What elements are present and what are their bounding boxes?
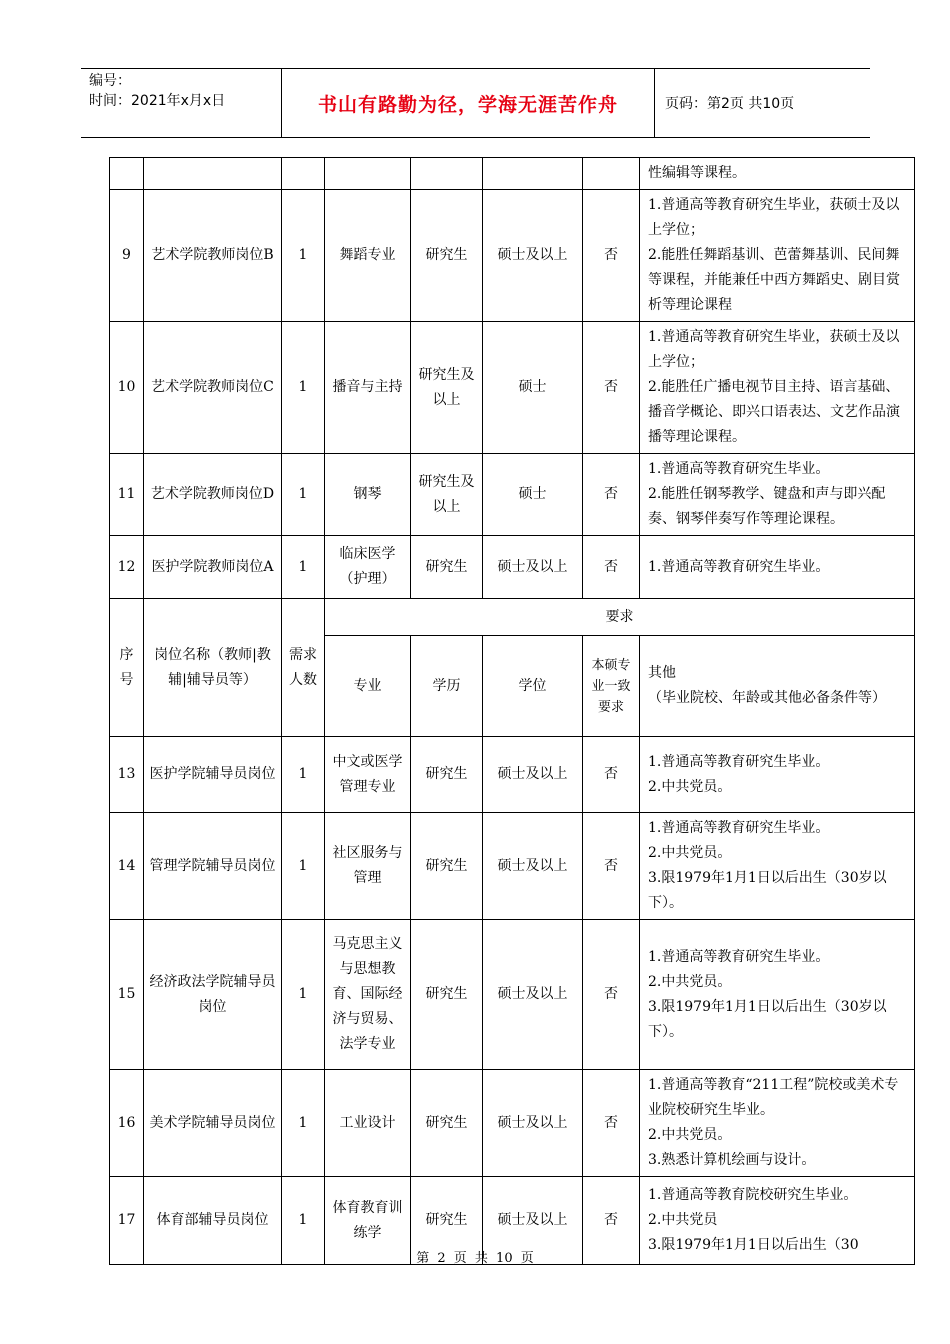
cell-other xyxy=(640,454,915,536)
header-other xyxy=(640,636,915,737)
cell-consistent: 否 xyxy=(583,920,640,1070)
cell-count: 1 xyxy=(282,190,325,322)
cell-major: 体育教育训练学 xyxy=(325,1177,411,1265)
cell-post: 体育部辅导员岗位 xyxy=(144,1177,282,1265)
cell-consistent: 否 xyxy=(583,1177,640,1265)
cell-major: 社区服务与管理 xyxy=(325,813,411,920)
cell-post: 艺术学院教师岗位B xyxy=(144,190,282,322)
cell-education: 研究生 xyxy=(411,536,483,599)
cell-major: 舞蹈专业 xyxy=(325,190,411,322)
cell-other xyxy=(640,536,915,599)
other-line: 3.限1979年1月1日以后出生（30 xyxy=(648,1237,859,1253)
other-line: 2.中共党员。 xyxy=(648,973,732,990)
cell-no: 14 xyxy=(110,813,144,920)
cell-consistent: 否 xyxy=(583,813,640,920)
cell-no: 13 xyxy=(110,737,144,813)
cell-no: 17 xyxy=(110,1177,144,1265)
header-no: 序号 xyxy=(110,599,144,737)
other-line: 2.中共党员。 xyxy=(648,778,732,795)
cell-degree: 硕士及以上 xyxy=(483,536,583,599)
table-row xyxy=(110,536,915,599)
table-row xyxy=(110,920,915,1070)
other-line: 1.普通高等教育研究生毕业。 xyxy=(648,948,830,965)
cell-consistent: 否 xyxy=(583,737,640,813)
other-line: 2.中共党员。 xyxy=(648,1127,732,1143)
header-page-number: 页码：第2页 共10页 xyxy=(665,96,795,112)
header-other-note: （毕业院校、年龄或其他必备条件等） xyxy=(648,690,886,706)
other-line: 2.中共党员。 xyxy=(648,845,732,861)
header-consistent: 本硕专业一致要求 xyxy=(583,636,640,737)
cell-other xyxy=(640,322,915,454)
table-row xyxy=(110,322,915,454)
cell-degree: 硕士及以上 xyxy=(483,190,583,322)
cell-education: 研究生 xyxy=(411,920,483,1070)
cell-education: 研究生 xyxy=(411,190,483,322)
header-other-title: 其他 xyxy=(648,665,676,681)
table-row xyxy=(110,1070,915,1177)
table-row xyxy=(110,737,915,813)
cell-degree: 硕士及以上 xyxy=(483,737,583,813)
header-motto: 书山有路勤为径，学海无涯苦作舟 xyxy=(282,69,655,137)
cell-no: 11 xyxy=(110,454,144,536)
cell-degree: 硕士及以上 xyxy=(483,920,583,1070)
cell-post: 美术学院辅导员岗位 xyxy=(144,1070,282,1177)
cell-other xyxy=(640,190,915,322)
other-line: 1.普通高等教育研究生毕业。 xyxy=(648,558,830,575)
cell-count: 1 xyxy=(282,454,325,536)
other-line: 1.普通高等教育研究生毕业，获硕士及以上学位； xyxy=(648,329,900,370)
cell-degree: 硕士及以上 xyxy=(483,1177,583,1265)
cell-count: 1 xyxy=(282,1177,325,1265)
other-line: 1.普通高等教育院校研究生毕业。 xyxy=(648,1187,858,1203)
table-row-continued xyxy=(110,158,915,190)
cell-count: 1 xyxy=(282,1070,325,1177)
cell-no: 15 xyxy=(110,920,144,1070)
cell-post: 经济政法学院辅导员岗位 xyxy=(144,920,282,1070)
table-header-row xyxy=(110,599,915,636)
time-label: 时间：2021年x月x日 xyxy=(89,93,226,109)
other-line: 1.普通高等教育研究生毕业。 xyxy=(648,753,830,770)
cell-consistent: 否 xyxy=(583,454,640,536)
code-label: 编号： xyxy=(89,73,131,89)
other-line: 3.限1979年1月1日以后出生（30岁以下）。 xyxy=(648,998,887,1040)
cell-degree: 硕士 xyxy=(483,322,583,454)
cell-consistent: 否 xyxy=(583,1070,640,1177)
cell-no: 12 xyxy=(110,536,144,599)
other-line: 1.普通高等教育“211工程”院校或美术专业院校研究生毕业。 xyxy=(648,1077,899,1118)
other-line: 2.能胜任广播电视节目主持、语言基础、播音学概论、即兴口语表达、文艺作品演播等理论课程。 xyxy=(648,379,900,445)
cell-major: 马克思主义与思想教育、国际经济与贸易、法学专业 xyxy=(325,920,411,1070)
cell-other xyxy=(640,813,915,920)
cell-no: 10 xyxy=(110,322,144,454)
cell-degree: 硕士及以上 xyxy=(483,813,583,920)
cell-count: 1 xyxy=(282,322,325,454)
header-degree: 学位 xyxy=(483,636,583,737)
cell-major: 临床医学（护理） xyxy=(325,536,411,599)
other-line: 2.能胜任舞蹈基训、芭蕾舞基训、民间舞等课程，并能兼任中西方舞蹈史、剧目赏析等理论课程 xyxy=(648,247,900,313)
cell-post: 医护学院辅导员岗位 xyxy=(144,737,282,813)
cell-other xyxy=(640,737,915,813)
other-line: 3.限1979年1月1日以后出生（30岁以下）。 xyxy=(648,870,887,911)
cell-degree: 硕士及以上 xyxy=(483,1070,583,1177)
cell-no: 9 xyxy=(110,190,144,322)
cell-education: 研究生 xyxy=(411,1070,483,1177)
cell-other xyxy=(640,920,915,1070)
other-line: 2.中共党员 xyxy=(648,1212,718,1228)
cell-major: 中文或医学管理专业 xyxy=(325,737,411,813)
table-row xyxy=(110,813,915,920)
cell-education: 研究生 xyxy=(411,1177,483,1265)
table-row xyxy=(110,190,915,322)
cell-post: 医护学院教师岗位A xyxy=(144,536,282,599)
cell-education: 研究生及以上 xyxy=(411,454,483,536)
other-line: 1.普通高等教育研究生毕业，获硕士及以上学位； xyxy=(648,197,900,238)
header-requirements: 要求 xyxy=(325,599,915,636)
cell-education: 研究生 xyxy=(411,737,483,813)
recruitment-table xyxy=(109,157,915,1265)
cell-education: 研究生及以上 xyxy=(411,322,483,454)
cell-count: 1 xyxy=(282,737,325,813)
cell-other: 性编辑等课程。 xyxy=(640,158,915,190)
other-line: 2.能胜任钢琴教学、键盘和声与即兴配奏、钢琴伴奏写作等理论课程。 xyxy=(648,486,886,527)
header-count: 需求人数 xyxy=(282,599,325,737)
page-header xyxy=(81,68,870,138)
cell-major: 播音与主持 xyxy=(325,322,411,454)
cell-consistent: 否 xyxy=(583,536,640,599)
header-meta xyxy=(81,69,282,137)
cell-degree: 硕士 xyxy=(483,454,583,536)
table-row xyxy=(110,454,915,536)
other-line: 1.普通高等教育研究生毕业。 xyxy=(648,461,830,477)
other-line: 1.普通高等教育研究生毕业。 xyxy=(648,820,830,836)
cell-post: 管理学院辅导员岗位 xyxy=(144,813,282,920)
page-footer: 第 2 页 共 10 页 xyxy=(416,1251,534,1266)
cell-consistent: 否 xyxy=(583,322,640,454)
other-line: 3.熟悉计算机绘画与设计。 xyxy=(648,1152,816,1168)
cell-other xyxy=(640,1070,915,1177)
cell-major: 钢琴 xyxy=(325,454,411,536)
header-major: 专业 xyxy=(325,636,411,737)
cell-count: 1 xyxy=(282,920,325,1070)
cell-count: 1 xyxy=(282,536,325,599)
cell-post: 艺术学院教师岗位D xyxy=(144,454,282,536)
cell-major: 工业设计 xyxy=(325,1070,411,1177)
cell-count: 1 xyxy=(282,813,325,920)
header-education: 学历 xyxy=(411,636,483,737)
cell-consistent: 否 xyxy=(583,190,640,322)
cell-no: 16 xyxy=(110,1070,144,1177)
header-post: 岗位名称（教师|教辅|辅导员等） xyxy=(144,599,282,737)
cell-post: 艺术学院教师岗位C xyxy=(144,322,282,454)
cell-education: 研究生 xyxy=(411,813,483,920)
